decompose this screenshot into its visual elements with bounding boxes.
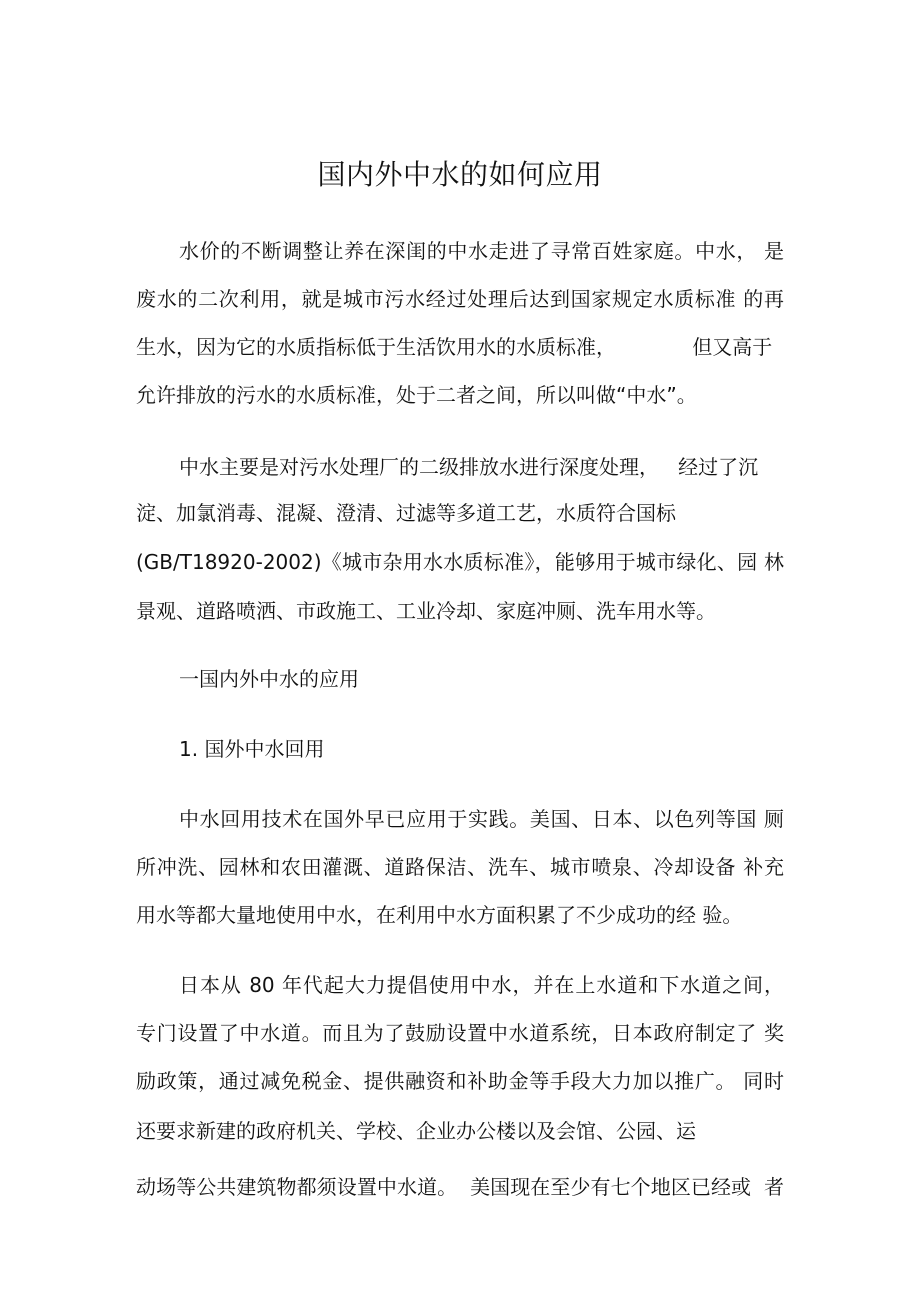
paragraph-1-line-4: 允许排放的污水的水质标准，处于二者之间，所以叫做“中水”。 [136, 383, 697, 407]
paragraph-4-line-5: 动场等公共建筑物都须设置中水道。 美国现在至少有七个地区已经或 者 [136, 1175, 784, 1199]
paragraph-4-line-3: 励政策，通过减免税金、提供融资和补助金等手段大力加以推广。 同时 [136, 1069, 784, 1093]
paragraph-1-line-1: 水价的不断调整让养在深闺的中水走进了寻常百姓家庭。中水， 是 [179, 239, 784, 263]
paragraph-3-line-2: 所冲洗、园林和农田灌溉、道路保洁、洗车、城市喷泉、冷却设备 补充 [136, 855, 784, 879]
paragraph-4-line-2: 专门设置了中水道。而且为了鼓励设置中水道系统，日本政府制定了 奖 [136, 1021, 784, 1045]
section-heading: 一国内外中水的应用 [179, 667, 359, 691]
paragraph-3-line-3: 用水等都大量地使用中水，在利用中水方面积累了不少成功的经 验。 [136, 903, 743, 927]
paragraph-2-line-4: 景观、道路喷洒、市政施工、工业冷却、家庭冲厕、洗车用水等。 [136, 599, 716, 623]
paragraph-2-line-2: 淀、加氯消毒、混凝、澄清、过滤等多道工艺，水质符合国标 [136, 501, 676, 525]
paragraph-2-line-1: 中水主要是对污水处理厂的二级排放水进行深度处理， 经过了沉 [179, 455, 759, 479]
paragraph-3-line-1: 中水回用技术在国外早已应用于实践。美国、日本、以色列等国 厕 [179, 807, 784, 831]
paragraph-1-line-2: 废水的二次利用，就是城市污水经过处理后达到国家规定水质标准 的再 [136, 287, 784, 311]
subsection-heading: 1. 国外中水回用 [179, 737, 325, 761]
paragraph-1-line-3: 生水，因为它的水质指标低于生活饮用水的水质标准， 但又高于 [136, 335, 773, 359]
paragraph-4-line-1: 日本从 80 年代起大力提倡使用中水，并在上水道和下水道之间， [179, 973, 784, 997]
document-title: 国内外中水的如何应用 [317, 158, 603, 191]
paragraph-2-line-3: (GB/T18920-2002)《城市杂用水水质标准》，能够用于城市绿化、园 林 [136, 550, 784, 574]
paragraph-4-line-4: 还要求新建的政府机关、学校、企业办公楼以及会馆、公园、运 [136, 1119, 696, 1143]
